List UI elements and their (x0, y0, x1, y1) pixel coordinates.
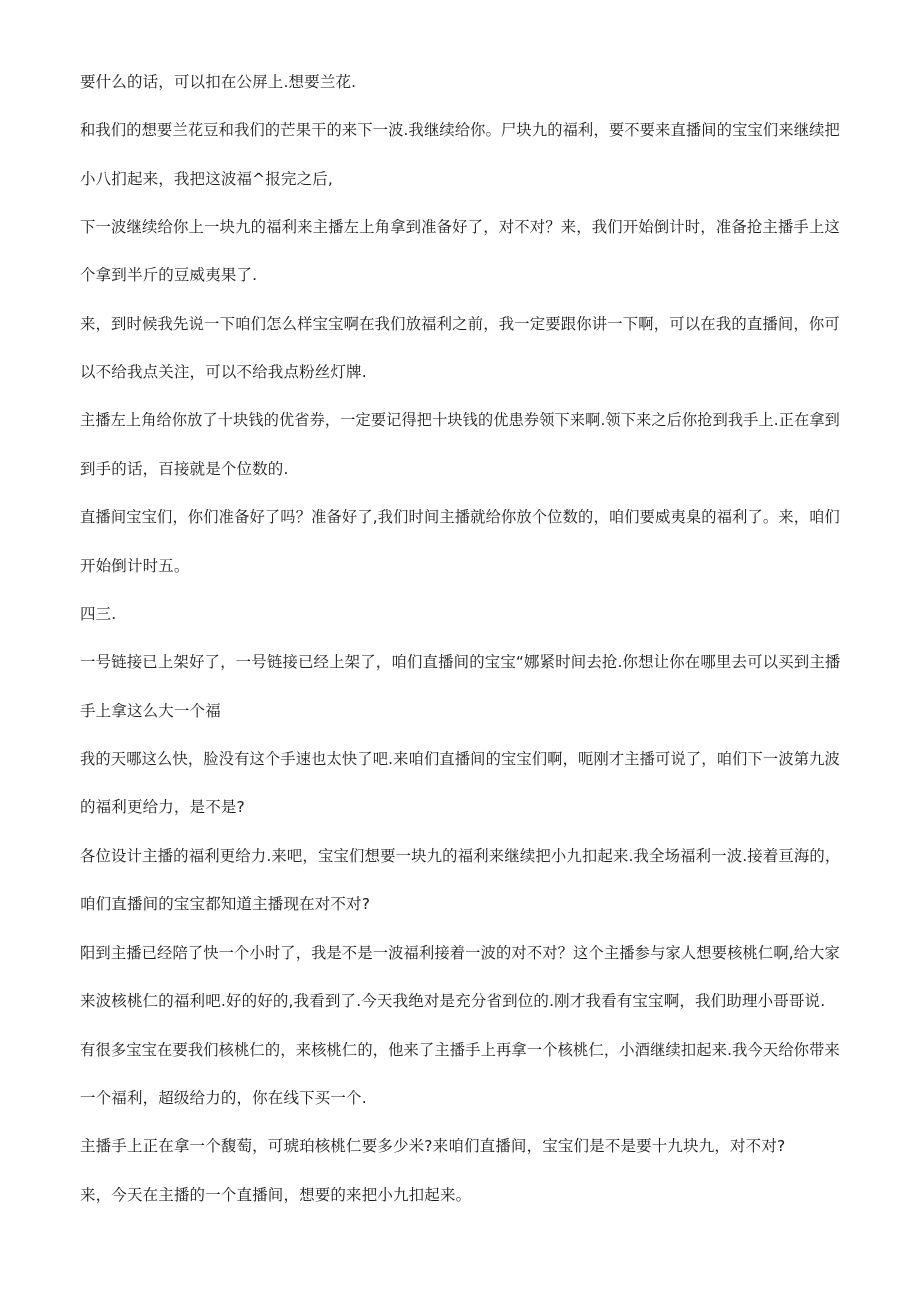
text-line: 各位设计主播的福利更给力.来吧，宝宝们想要一块九的福利来继续把小九扣起来.我全场福利一波.接着亘海的， (80, 847, 841, 865)
text-line: 四三. (80, 605, 117, 623)
text-line: 阳到主播已经陪了快一个小时了，我是不是一波福利接着一波的对不对？这个主播参与家人想要核桃仁啊,给大家 (80, 944, 840, 962)
text-line: 咱们直播间的宝宝都知道主播现在对不对? (80, 895, 371, 913)
text-line: 主播手上正在拿一个馥萄，可琥珀核桃仁要多少米?来咱们直播间，宝宝们是不是要十九块九，对不对? (80, 1137, 786, 1155)
text-line: 的福利更给力，是不是? (80, 798, 245, 816)
text-line: 以不给我点关注，可以不给我点粉丝灯牌. (80, 363, 367, 381)
text-line: 到手的话，百接就是个位数的. (80, 460, 289, 478)
text-line: 一个福利，超级给力的，你在线下买一个. (80, 1089, 367, 1107)
text-line: 来，今天在主播的一个直播间，想要的来把小九扣起来。 (80, 1186, 472, 1204)
text-line: 有很多宝宝在要我们核桃仁的，来核桃仁的，他来了主播手上再拿一个核桃仁，小酒继续扣起来.我今天给你带来 (80, 1041, 840, 1059)
text-line: 要什么的话，可以扣在公屏上.想要兰花. (80, 73, 357, 91)
text-line: 下一波继续给你上一块九的福利来主播左上角拿到准备好了，对不对？来，我们开始倒计时，准备抢主播手上这 (80, 218, 840, 236)
text-line: 手上拿这么大一个福 (80, 702, 221, 720)
text-line: 直播间宝宝们，你们准备好了吗？准备好了,我们时间主播就给你放个位数的，咱们要威夷臬的福利了。来，咱们 (80, 508, 840, 526)
text-line: 一号链接已上架好了，一号链接已经上架了，咱们直播间的宝宝“娜紧时间去抢.你想让你在哪里去可以买到主播 (80, 653, 841, 671)
text-line: 来波核桃仁的福利吧.好的好的,我看到了.今天我绝对是充分省到位的.刚才我看有宝宝啊，我们助理小哥哥说. (80, 992, 826, 1010)
text-line: 和我们的想要兰花豆和我们的芒果干的来下一波.我继续给你。尸块九的福利，要不要来直播间的宝宝们来继续把 (80, 121, 840, 139)
text-line: 开始倒计时五。 (80, 557, 190, 575)
text-line: 主播左上角给你放了十块钱的优省券，一定要记得把十块钱的优患券领下来啊.领下来之后你抢到我手上.正在拿到 (80, 411, 840, 429)
text-line: 个拿到半斤的豆威夷果了. (80, 266, 258, 284)
text-line: 来，到时候我先说一下咱们怎么样宝宝啊在我们放福利之前，我一定要跟你讲一下啊，可以在我的直播间，你可 (80, 315, 840, 333)
text-line: 小八扪起来，我把这波福^报完之后, (80, 170, 333, 188)
text-line: 我的天哪这么快，脸没有这个手速也太快了吧.来咱们直播间的宝宝们啊，呃刚才主播可说了，咱们下一波第九波 (80, 750, 840, 768)
